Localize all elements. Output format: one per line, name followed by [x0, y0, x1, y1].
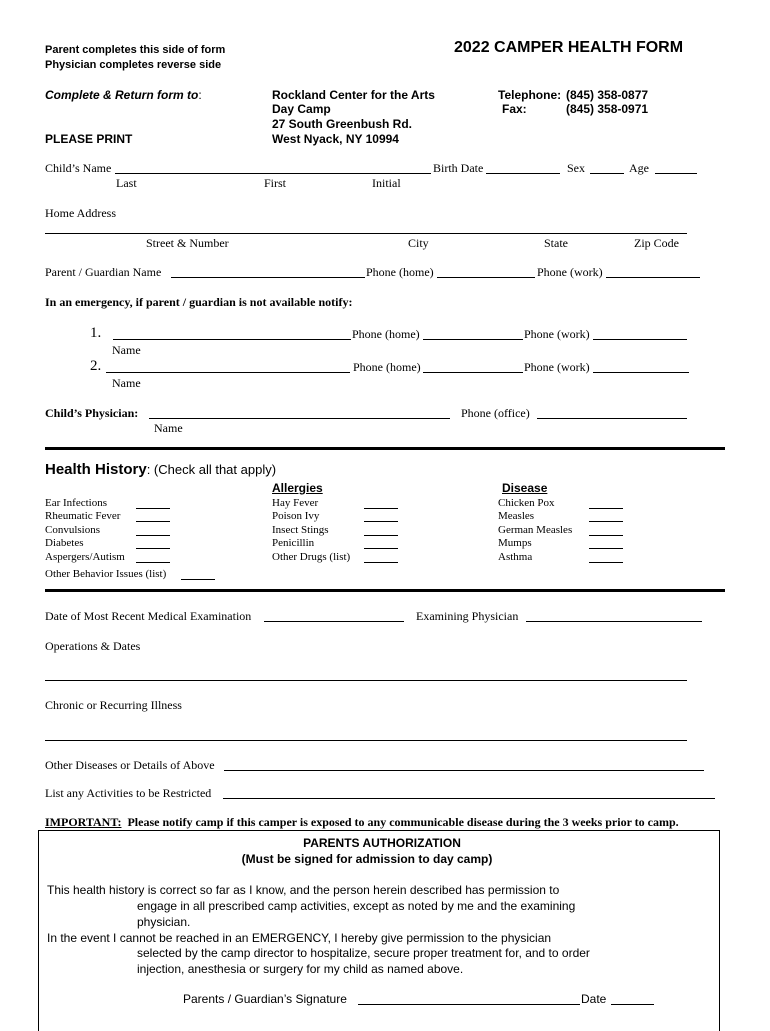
operations-label: Operations & Dates	[45, 639, 141, 653]
allergy-label: Hay Fever	[272, 497, 319, 509]
physician-phone-field[interactable]	[537, 418, 687, 419]
emergency-2-name-field[interactable]	[106, 372, 350, 373]
zip-caption: Zip Code	[634, 236, 679, 250]
birth-date-field[interactable]	[486, 173, 560, 174]
examining-physician-field[interactable]	[526, 621, 702, 622]
disease-label: German Measles	[498, 523, 573, 536]
signature-date-field[interactable]	[611, 1004, 654, 1005]
exam-date-field[interactable]	[264, 621, 404, 622]
emergency-heading: In an emergency, if parent / guardian is not available notify:	[45, 295, 353, 309]
emergency-number-1: 1.	[90, 325, 102, 341]
allergy-checkbox[interactable]	[364, 562, 398, 563]
condition-label: Aspergers/Autism	[45, 550, 125, 563]
allergy-checkbox[interactable]	[364, 508, 398, 509]
disease-checkbox[interactable]	[589, 548, 623, 549]
allergy-label: Insect Stings	[272, 523, 329, 536]
chronic-illness-label: Chronic or Recurring Illness	[45, 698, 182, 712]
signature-date-label: Date	[581, 992, 607, 1006]
condition-checkbox[interactable]	[136, 521, 170, 522]
sex-label: Sex	[567, 161, 585, 175]
child-name-label: Child’s Name	[45, 161, 112, 175]
other-behavior-checkbox[interactable]	[181, 579, 215, 580]
guardian-name-field[interactable]	[171, 277, 365, 278]
child-name-field[interactable]	[115, 173, 431, 174]
section-divider-bottom	[45, 589, 725, 592]
city-caption: City	[408, 236, 429, 250]
other-behavior-label: Other Behavior Issues (list)	[45, 568, 167, 580]
telephone-label: Telephone:	[498, 88, 562, 102]
authorization-paragraph-1-line-3: physician.	[137, 915, 191, 929]
emergency-2-phone-work-field[interactable]	[593, 372, 689, 373]
fax-number: (845) 358-0971	[566, 102, 649, 116]
disease-label: Chicken Pox	[498, 497, 555, 509]
page-title: 2022 CAMPER HEALTH FORM	[454, 39, 684, 56]
first-name-caption: First	[264, 176, 287, 190]
examining-physician-label: Examining Physician	[416, 609, 519, 623]
disease-heading: Disease	[502, 481, 548, 495]
allergy-label: Poison Ivy	[272, 510, 320, 523]
signature-label: Parents / Guardian’s Signature	[183, 992, 347, 1006]
disease-checkbox[interactable]	[589, 508, 623, 509]
org-name: Rockland Center for the Arts	[272, 88, 435, 102]
emergency-1-name-field[interactable]	[113, 339, 351, 340]
authorization-paragraph-2-line-1: In the event I cannot be reached in an EMERGENCY, I hereby give permission to the physician	[47, 931, 552, 945]
guardian-phone-work-label: Phone (work)	[537, 265, 603, 279]
other-diseases-field[interactable]	[224, 770, 704, 771]
fax-label: Fax:	[502, 102, 527, 116]
emergency-1-phone-home-label: Phone (home)	[352, 327, 420, 341]
parent-side-note: Parent completes this side of form	[45, 44, 226, 56]
operations-field[interactable]	[45, 680, 687, 681]
return-label: Complete & Return form to:	[45, 88, 202, 102]
age-field[interactable]	[655, 173, 697, 174]
emergency-1-phone-work-field[interactable]	[593, 339, 687, 340]
condition-label: Convulsions	[45, 523, 101, 536]
signature-field[interactable]	[358, 1004, 580, 1005]
telephone-number: (845) 358-0877	[566, 88, 649, 102]
allergy-label: Other Drugs (list)	[272, 550, 351, 563]
authorization-paragraph-2-line-3: injection, anesthesia or surgery for my child as named above.	[137, 962, 464, 976]
authorization-paragraph-1-line-2: engage in all prescribed camp activities, except as noted by me and the examining	[137, 899, 576, 913]
condition-checkbox[interactable]	[136, 548, 170, 549]
disease-label: Measles	[498, 510, 535, 523]
emergency-2-name-caption: Name	[112, 376, 141, 390]
disease-checkbox[interactable]	[589, 535, 623, 536]
guardian-phone-home-field[interactable]	[437, 277, 535, 278]
birth-date-label: Birth Date	[433, 161, 484, 175]
condition-checkbox[interactable]	[136, 562, 170, 563]
authorization-title: PARENTS AUTHORIZATION	[303, 836, 461, 850]
condition-checkbox[interactable]	[136, 508, 170, 509]
activities-restricted-field[interactable]	[223, 798, 715, 799]
home-address-label: Home Address	[45, 206, 116, 220]
street-caption: Street & Number	[146, 236, 229, 250]
disease-label: Mumps	[498, 537, 532, 550]
allergy-checkbox[interactable]	[364, 535, 398, 536]
guardian-name-label: Parent / Guardian Name	[45, 265, 162, 279]
sex-field[interactable]	[590, 173, 624, 174]
org-city: West Nyack, NY 10994	[272, 132, 399, 146]
home-address-field[interactable]	[45, 233, 687, 234]
condition-label: Rheumatic Fever	[45, 510, 121, 523]
physician-name-field[interactable]	[149, 418, 450, 419]
health-history-heading: Health History: (Check all that apply)	[45, 461, 277, 478]
other-diseases-label: Other Diseases or Details of Above	[45, 758, 215, 772]
allergy-label: Penicillin	[272, 537, 315, 550]
allergies-heading: Allergies	[272, 481, 323, 495]
condition-label: Diabetes	[45, 537, 84, 550]
emergency-2-phone-home-label: Phone (home)	[353, 360, 421, 374]
disease-checkbox[interactable]	[589, 521, 623, 522]
activities-restricted-label: List any Activities to be Restricted	[45, 786, 212, 800]
chronic-illness-field[interactable]	[45, 740, 687, 741]
allergy-checkbox[interactable]	[364, 548, 398, 549]
emergency-2-phone-work-label: Phone (work)	[524, 360, 590, 374]
physician-label: Child’s Physician:	[45, 406, 139, 420]
disease-label: Asthma	[498, 550, 533, 563]
disease-checkbox[interactable]	[589, 562, 623, 563]
authorization-subtitle: (Must be signed for admission to day camp)	[241, 852, 493, 866]
authorization-paragraph-1-line-1: This health history is correct so far as I know, and the person herein described has permission to	[47, 883, 560, 897]
condition-label: Ear Infections	[45, 497, 107, 509]
authorization-paragraph-2-line-2: selected by the camp director to hospitalize, secure proper treatment for, and to order	[137, 946, 590, 960]
physician-phone-label: Phone (office)	[461, 406, 530, 420]
emergency-1-name-caption: Name	[112, 343, 141, 357]
last-name-caption: Last	[116, 176, 137, 190]
please-print-note: PLEASE PRINT	[45, 132, 133, 146]
emergency-2-phone-home-field[interactable]	[423, 372, 523, 373]
guardian-phone-work-field[interactable]	[606, 277, 700, 278]
physician-side-note: Physician completes reverse side	[45, 59, 222, 71]
allergy-checkbox[interactable]	[364, 521, 398, 522]
org-street: 27 South Greenbush Rd.	[272, 117, 413, 131]
age-label: Age	[629, 161, 649, 175]
emergency-number-2: 2.	[90, 358, 102, 374]
initial-caption: Initial	[372, 176, 401, 190]
state-caption: State	[544, 236, 568, 250]
emergency-1-phone-home-field[interactable]	[423, 339, 523, 340]
exam-date-label: Date of Most Recent Medical Examination	[45, 609, 252, 623]
important-notice: IMPORTANT: Please notify camp if this camper is exposed to any communicable disease during the 3 weeks prior to camp.	[45, 815, 679, 829]
section-divider-top	[45, 447, 725, 450]
emergency-1-phone-work-label: Phone (work)	[524, 327, 590, 341]
guardian-phone-home-label: Phone (home)	[366, 265, 434, 279]
org-subname: Day Camp	[272, 102, 331, 116]
condition-checkbox[interactable]	[136, 535, 170, 536]
physician-name-caption: Name	[154, 421, 183, 435]
